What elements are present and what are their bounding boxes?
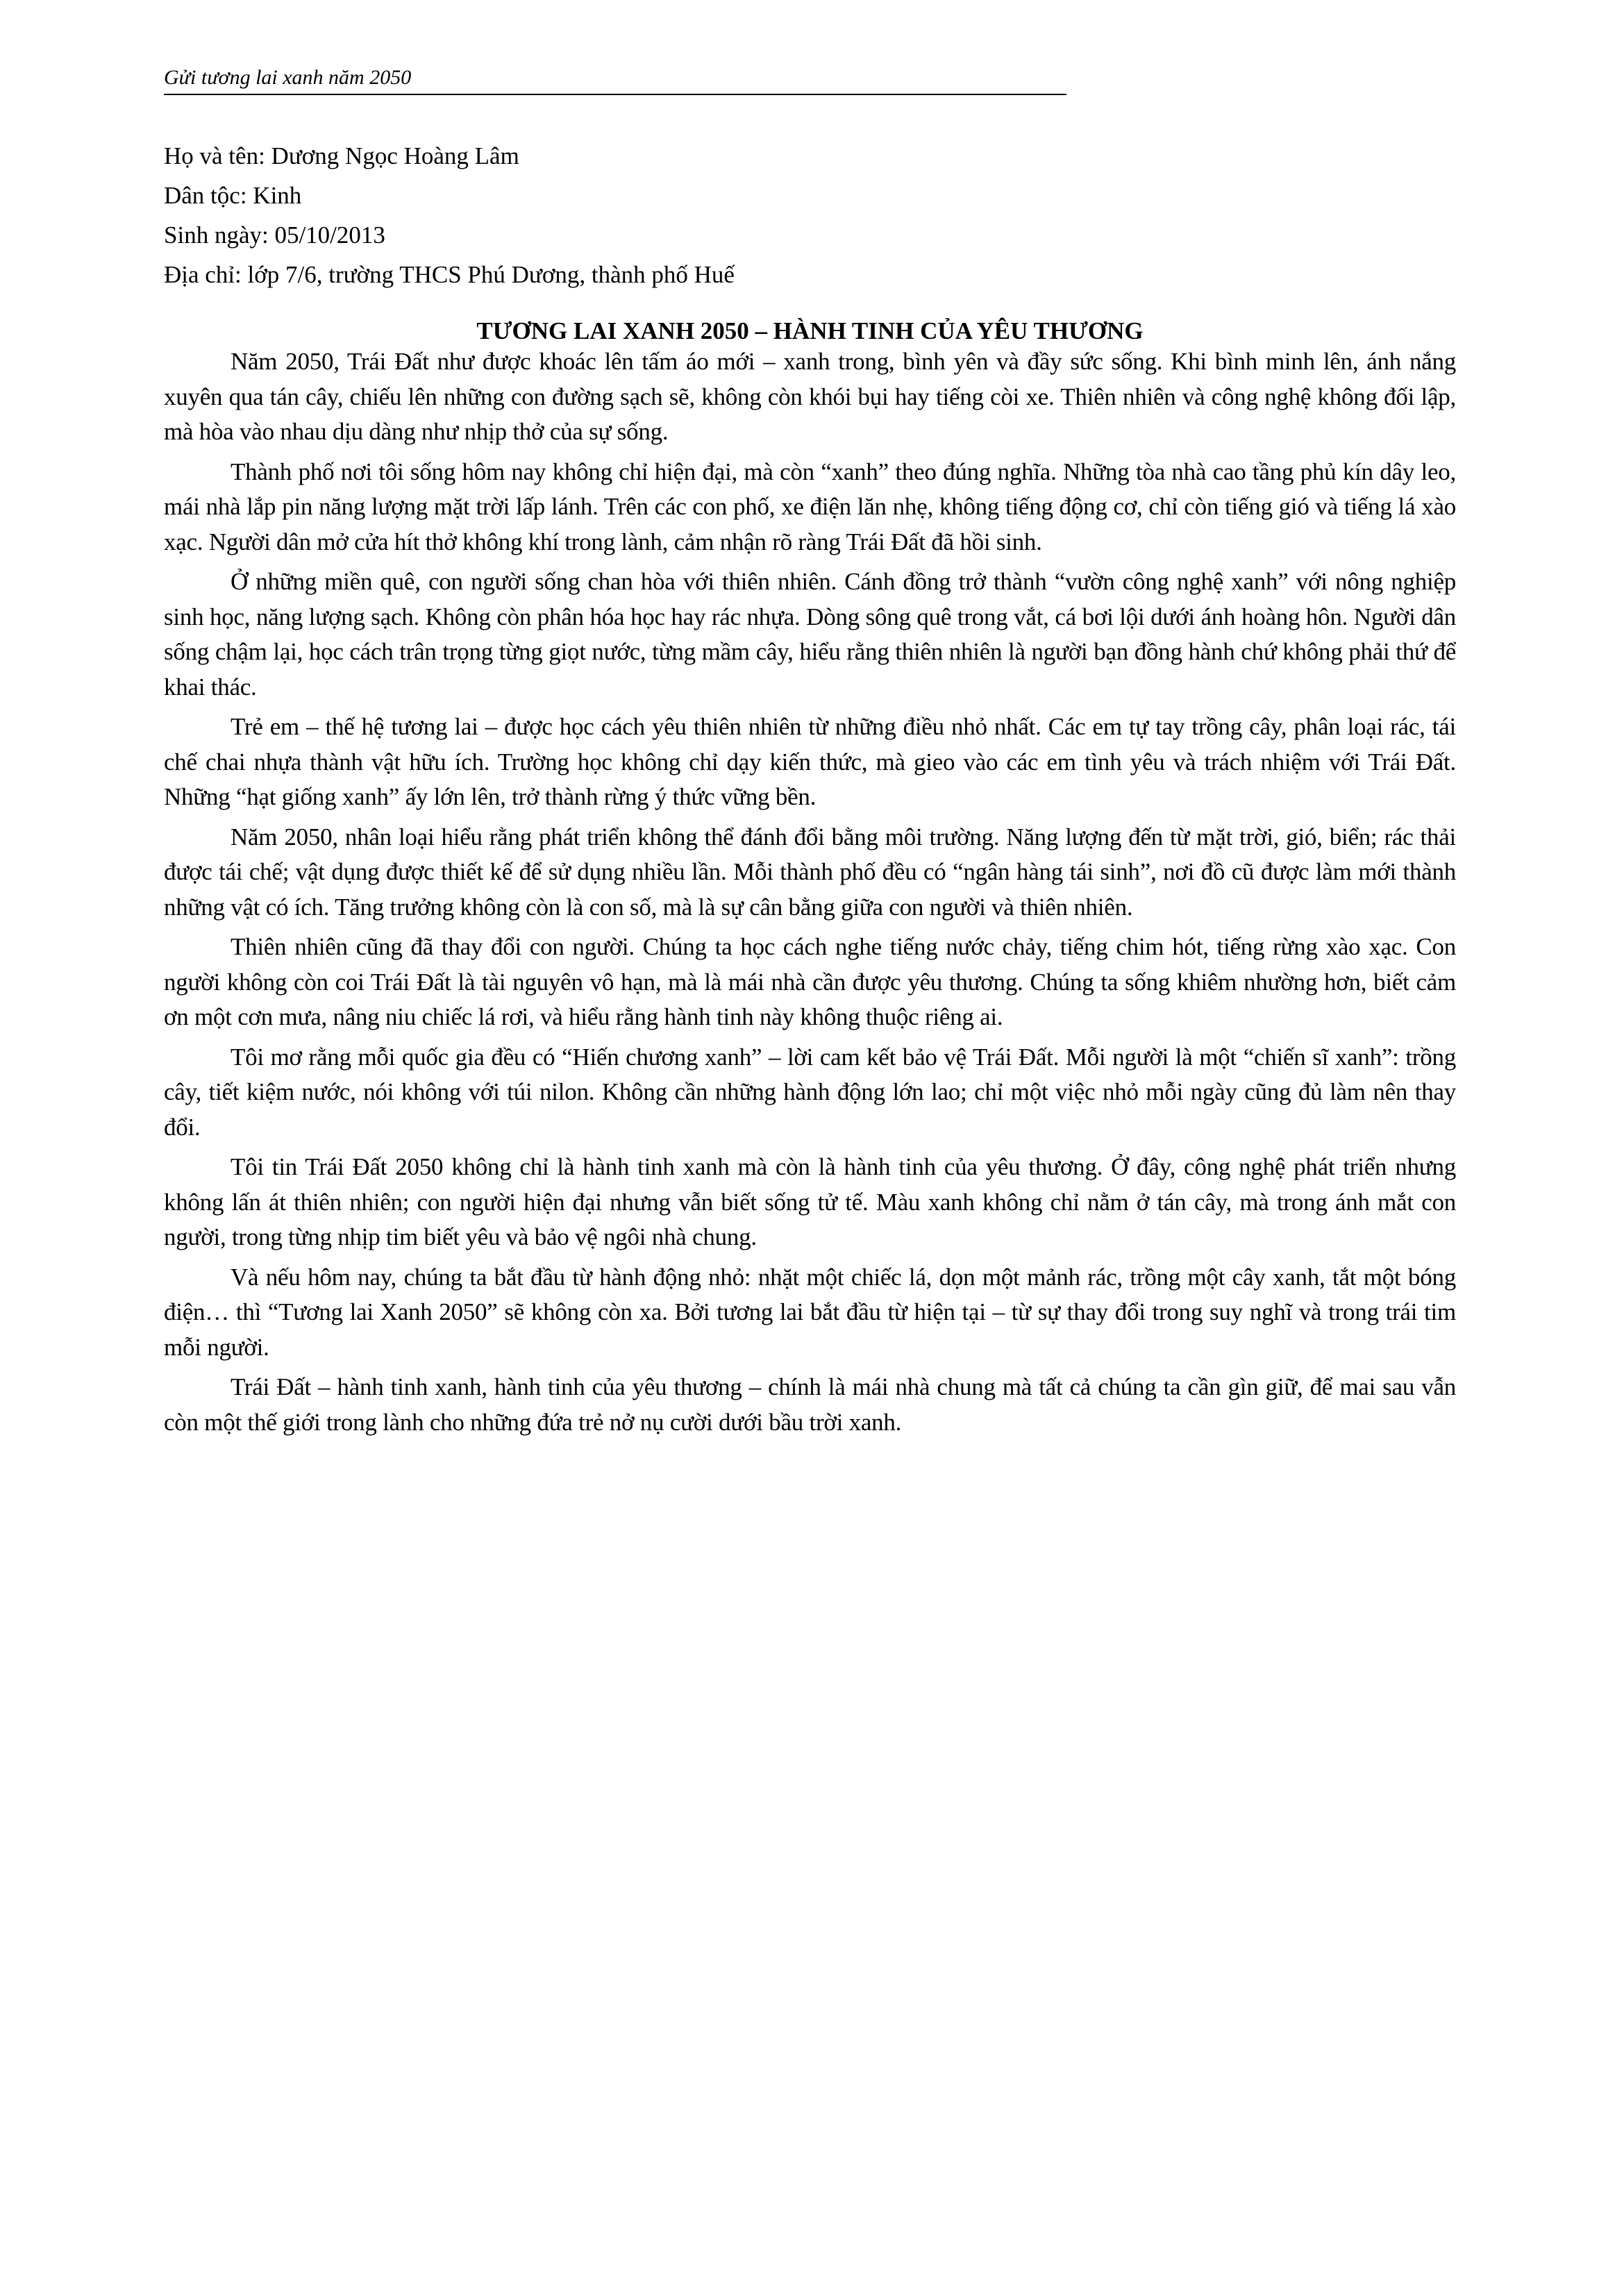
essay-paragraph: Thành phố nơi tôi sống hôm nay không chỉ hiện đại, mà còn “xanh” theo đúng nghĩa. Những tòa nhà cao tầng phủ kín dây leo, mái nhà lắp pin năng lượng mặt trời lấp lánh. Trên các con phố, xe điện lăn nhẹ, không tiếng động cơ, chỉ còn tiếng gió và tiếng lá xào xạc. Người dân mở cửa hít thở không khí trong lành, cảm nhận rõ ràng Trái Đất đã hồi sinh. (164, 458, 1456, 555)
essay-paragraph: Và nếu hôm nay, chúng ta bắt đầu từ hành động nhỏ: nhặt một chiếc lá, dọn một mảnh rác, trồng một cây xanh, tắt một bóng điện… thì “Tương lai Xanh 2050” sẽ không còn xa. Bởi tương lai bắt đầu từ hiện tại – từ sự thay đổi trong suy nghĩ và trong trái tim mỗi người. (164, 1263, 1456, 1361)
author-ethnicity: Dân tộc: Kinh (164, 182, 302, 209)
essay-paragraph: Trái Đất – hành tinh xanh, hành tinh của yêu thương – chính là mái nhà chung mà tất cả chúng ta cần gìn giữ, để mai sau vẫn còn một thế giới trong lành cho những đứa trẻ nở nụ cười dưới bầu trời xanh. (164, 1373, 1456, 1436)
author-info (164, 136, 1455, 294)
running-header: Gửi tương lai xanh năm 2050 (164, 65, 1066, 95)
author-name: Họ và tên: Dương Ngọc Hoàng Lâm (164, 142, 519, 169)
essay-paragraph: Năm 2050, Trái Đất như được khoác lên tấm áo mới – xanh trong, bình yên và đầy sức sống. Khi bình minh lên, ánh nắng xuyên qua tán cây, chiếu lên những con đường sạch sẽ, không còn khói bụi hay tiếng còi xe. Thiên nhiên và công nghệ không đối lập, mà hòa vào nhau dịu dàng như nhịp thở của sự sống. (164, 348, 1456, 445)
essay-paragraph: Thiên nhiên cũng đã thay đổi con người. Chúng ta học cách nghe tiếng nước chảy, tiếng chim hót, tiếng rừng xào xạc. Con người không còn coi Trái Đất là tài nguyên vô hạn, mà là mái nhà cần được yêu thương. Chúng ta sống khiêm nhường hơn, biết cảm ơn một cơn mưa, nâng niu chiếc lá rơi, và hiểu rằng hành tinh này không thuộc riêng ai. (164, 933, 1456, 1030)
essay-paragraph: Ở những miền quê, con người sống chan hòa với thiên nhiên. Cánh đồng trở thành “vườn công nghệ xanh” với nông nghiệp sinh học, năng lượng sạch. Không còn phân hóa học hay rác nhựa. Dòng sông quê trong vắt, cá bơi lội dưới ánh hoàng hôn. Người dân sống chậm lại, học cách trân trọng từng giọt nước, từng mầm cây, hiểu rằng thiên nhiên là người bạn đồng hành chứ không phải thứ để khai thác. (164, 568, 1456, 701)
essay-body (164, 344, 1456, 1445)
essay-paragraph: Năm 2050, nhân loại hiểu rằng phát triển không thể đánh đổi bằng môi trường. Năng lượng đến từ mặt trời, gió, biển; rác thải được tái chế; vật dụng được thiết kế để sử dụng nhiều lần. Mỗi thành phố đều có “ngân hàng tái sinh”, nơi đồ cũ được làm mới thành những vật có ích. Tăng trưởng không còn là con số, mà là sự cân bằng giữa con người và thiên nhiên. (164, 823, 1456, 921)
author-birthdate: Sinh ngày: 05/10/2013 (164, 221, 385, 249)
essay-paragraph: Trẻ em – thế hệ tương lai – được học cách yêu thiên nhiên từ những điều nhỏ nhất. Các em tự tay trồng cây, phân loại rác, tái chế chai nhựa thành vật hữu ích. Trường học không chỉ dạy kiến thức, mà gieo vào các em tình yêu và trách nhiệm với Trái Đất. Những “hạt giống xanh” ấy lớn lên, trở thành rừng ý thức vững bền. (164, 713, 1456, 810)
essay-paragraph: Tôi mơ rằng mỗi quốc gia đều có “Hiến chương xanh” – lời cam kết bảo vệ Trái Đất. Mỗi người là một “chiến sĩ xanh”: trồng cây, tiết kiệm nước, nói không với túi nilon. Không cần những hành động lớn lao; chỉ một việc nhỏ mỗi ngày cũng đủ làm nên thay đổi. (164, 1043, 1456, 1141)
essay-title: TƯƠNG LAI XANH 2050 – HÀNH TINH CỦA YÊU THƯƠNG (476, 317, 1144, 344)
essay-paragraph: Tôi tin Trái Đất 2050 không chỉ là hành tinh xanh mà còn là hành tinh của yêu thương. Ở đây, công nghệ phát triển nhưng không lấn át thiên nhiên; con người hiện đại nhưng vẫn biết sống tử tế. Màu xanh không chỉ nằm ở tán cây, mà trong ánh mắt con người, trong từng nhịp tim biết yêu và bảo vệ ngôi nhà chung. (164, 1153, 1456, 1250)
author-address: Địa chỉ: lớp 7/6, trường THCS Phú Dương, thành phố Huế (164, 261, 735, 288)
